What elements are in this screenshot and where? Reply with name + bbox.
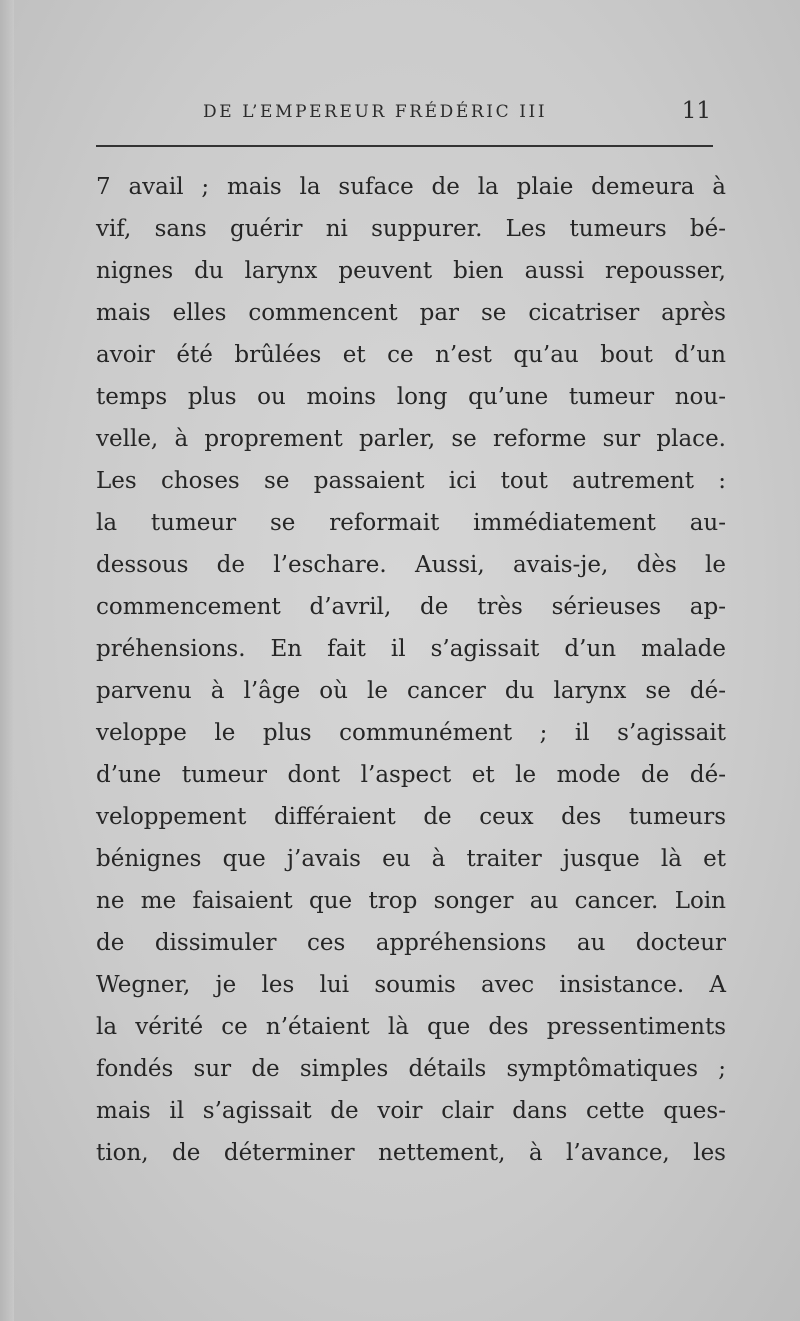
text-line: préhensions. En fait il s’agissait d’un malade [96, 636, 726, 662]
text-line: Wegner, je les lui soumis avec insistance. A [96, 972, 726, 998]
body-text [96, 166, 726, 1174]
text-line: fondés sur de simples détails symptômatiques ; [96, 1056, 726, 1082]
text-line: mais il s’agissait de voir clair dans cette ques- [96, 1098, 726, 1124]
text-line: nignes du larynx peuvent bien aussi repousser, [96, 258, 726, 284]
page-number: 11 [681, 98, 711, 124]
page-edge-shadow [0, 0, 14, 1321]
text-line: parvenu à l’âge où le cancer du larynx se dé- [96, 678, 726, 704]
text-line: dessous de l’eschare. Aussi, avais-je, dès le [96, 552, 726, 578]
text-line: bénignes que j’avais eu à traiter jusque là et [96, 846, 726, 872]
page-header [203, 98, 713, 128]
text-line: velle, à proprement parler, se reforme sur place. [96, 426, 726, 452]
text-line: de dissimuler ces appréhensions au docteur [96, 930, 726, 956]
text-line: ne me faisaient que trop songer au cancer. Loin [96, 888, 726, 914]
text-line: veloppement différaient de ceux des tumeurs [96, 804, 726, 830]
text-line: la tumeur se reformait immédiatement au- [96, 510, 726, 536]
text-line: veloppe le plus communément ; il s’agissait [96, 720, 726, 746]
text-line: temps plus ou moins long qu’une tumeur nou- [96, 384, 726, 410]
running-title: DE L’EMPEREUR FRÉDÉRIC III [203, 102, 548, 122]
text-line: vif, sans guérir ni suppurer. Les tumeurs bé- [96, 216, 726, 242]
text-line: mais elles commencent par se cicatriser après [96, 300, 726, 326]
text-line: Les choses se passaient ici tout autrement : [96, 468, 726, 494]
text-line: avoir été brûlées et ce n’est qu’au bout d’un [96, 342, 726, 368]
text-line: la vérité ce n’étaient là que des pressentiments [96, 1014, 726, 1040]
text-line: tion, de déterminer nettement, à l’avance, les [96, 1140, 726, 1166]
text-line: commencement d’avril, de très sérieuses ap- [96, 594, 726, 620]
text-line: d’une tumeur dont l’aspect et le mode de dé- [96, 762, 726, 788]
header-rule [96, 145, 713, 147]
text-line: 7 avail ; mais la suface de la plaie demeura à [96, 174, 726, 200]
